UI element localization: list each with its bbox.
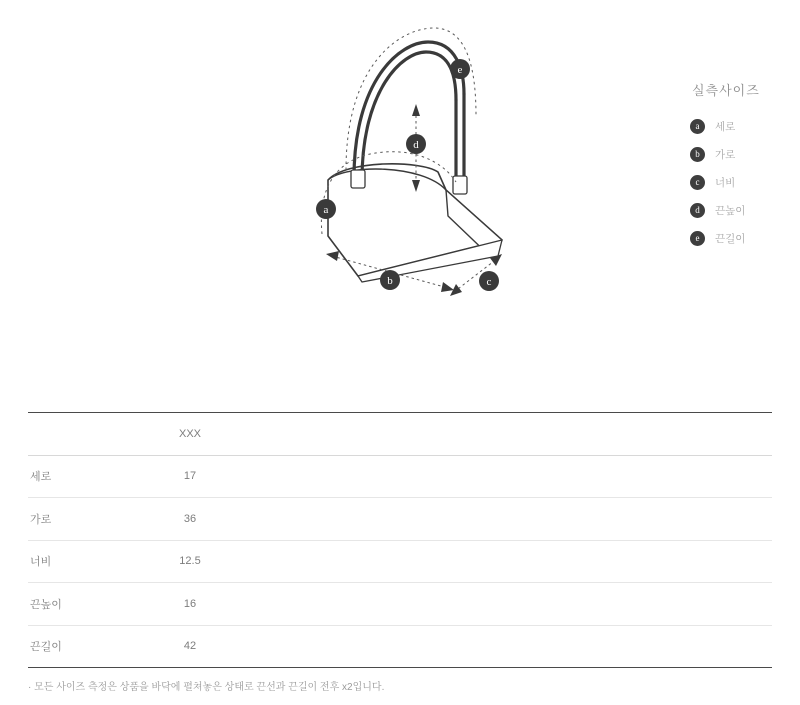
handle-tab-left	[351, 170, 365, 188]
marker-c	[479, 271, 499, 291]
legend-badge-e: e	[690, 231, 705, 246]
legend-badge-a: a	[690, 119, 705, 134]
row-spacer	[245, 455, 772, 498]
legend-label-b: 가로	[715, 149, 736, 161]
handle-tab-right	[453, 176, 467, 194]
size-table	[28, 412, 772, 668]
handle-left-inner	[362, 52, 456, 180]
table-header-row	[28, 413, 772, 456]
marker-a-label: a	[323, 204, 329, 216]
marker-d	[406, 134, 426, 154]
legend-item-c	[690, 175, 800, 190]
bag-illustration	[250, 20, 570, 340]
legend-item-e	[690, 231, 800, 246]
row-label-neobi: 너비	[28, 540, 135, 583]
legend-badge-c: c	[690, 175, 705, 190]
row-label-garo: 가로	[28, 498, 135, 541]
marker-b-label: b	[387, 275, 393, 287]
legend-badge-b: b	[690, 147, 705, 162]
table-row	[28, 583, 772, 626]
legend-item-d	[690, 203, 800, 218]
size-note: · 모든 사이즈 측정은 상품을 바닥에 펼쳐놓은 상태로 끈선과 끈길이 전후 x2입니다.	[28, 682, 385, 693]
size-table-head	[28, 413, 772, 456]
table-row	[28, 498, 772, 541]
row-value-kkeungiri: 42	[135, 625, 245, 668]
measurement-legend	[690, 80, 800, 259]
row-value-neobi: 12.5	[135, 540, 245, 583]
legend-badge-d: d	[690, 203, 705, 218]
legend-label-c: 너비	[715, 177, 736, 189]
marker-b	[380, 270, 400, 290]
marker-e-label: e	[457, 64, 463, 76]
size-table-body	[28, 455, 772, 668]
measure-b-arrow-left	[326, 251, 339, 261]
header-spacer	[245, 413, 772, 456]
marker-d-label: d	[413, 139, 419, 151]
row-spacer	[245, 625, 772, 668]
marker-c-label: c	[486, 276, 492, 288]
table-row	[28, 625, 772, 668]
legend-label-a: 세로	[715, 121, 736, 133]
legend-title: 실측사이즈	[692, 83, 760, 98]
row-value-sero: 17	[135, 455, 245, 498]
row-label-kkeungiri: 끈길이	[28, 625, 135, 668]
marker-a	[316, 199, 336, 219]
legend-item-b	[690, 147, 800, 162]
header-measure	[28, 413, 135, 456]
row-label-sero: 세로	[28, 455, 135, 498]
table-row	[28, 540, 772, 583]
table-row	[28, 455, 772, 498]
size-table-wrap	[28, 412, 772, 668]
row-value-garo: 36	[135, 498, 245, 541]
row-spacer	[245, 498, 772, 541]
row-spacer	[245, 540, 772, 583]
row-label-kkeunnopi: 끈높이	[28, 583, 135, 626]
legend-label-d: 끈높이	[715, 205, 746, 217]
header-value: XXX	[135, 413, 245, 456]
measure-b-arrow-right	[441, 282, 454, 292]
measure-d-arrow-up	[412, 104, 420, 116]
legend-item-a	[690, 119, 800, 134]
row-value-kkeunnopi: 16	[135, 583, 245, 626]
marker-e	[450, 59, 470, 79]
legend-label-e: 끈길이	[715, 233, 746, 245]
row-spacer	[245, 583, 772, 626]
